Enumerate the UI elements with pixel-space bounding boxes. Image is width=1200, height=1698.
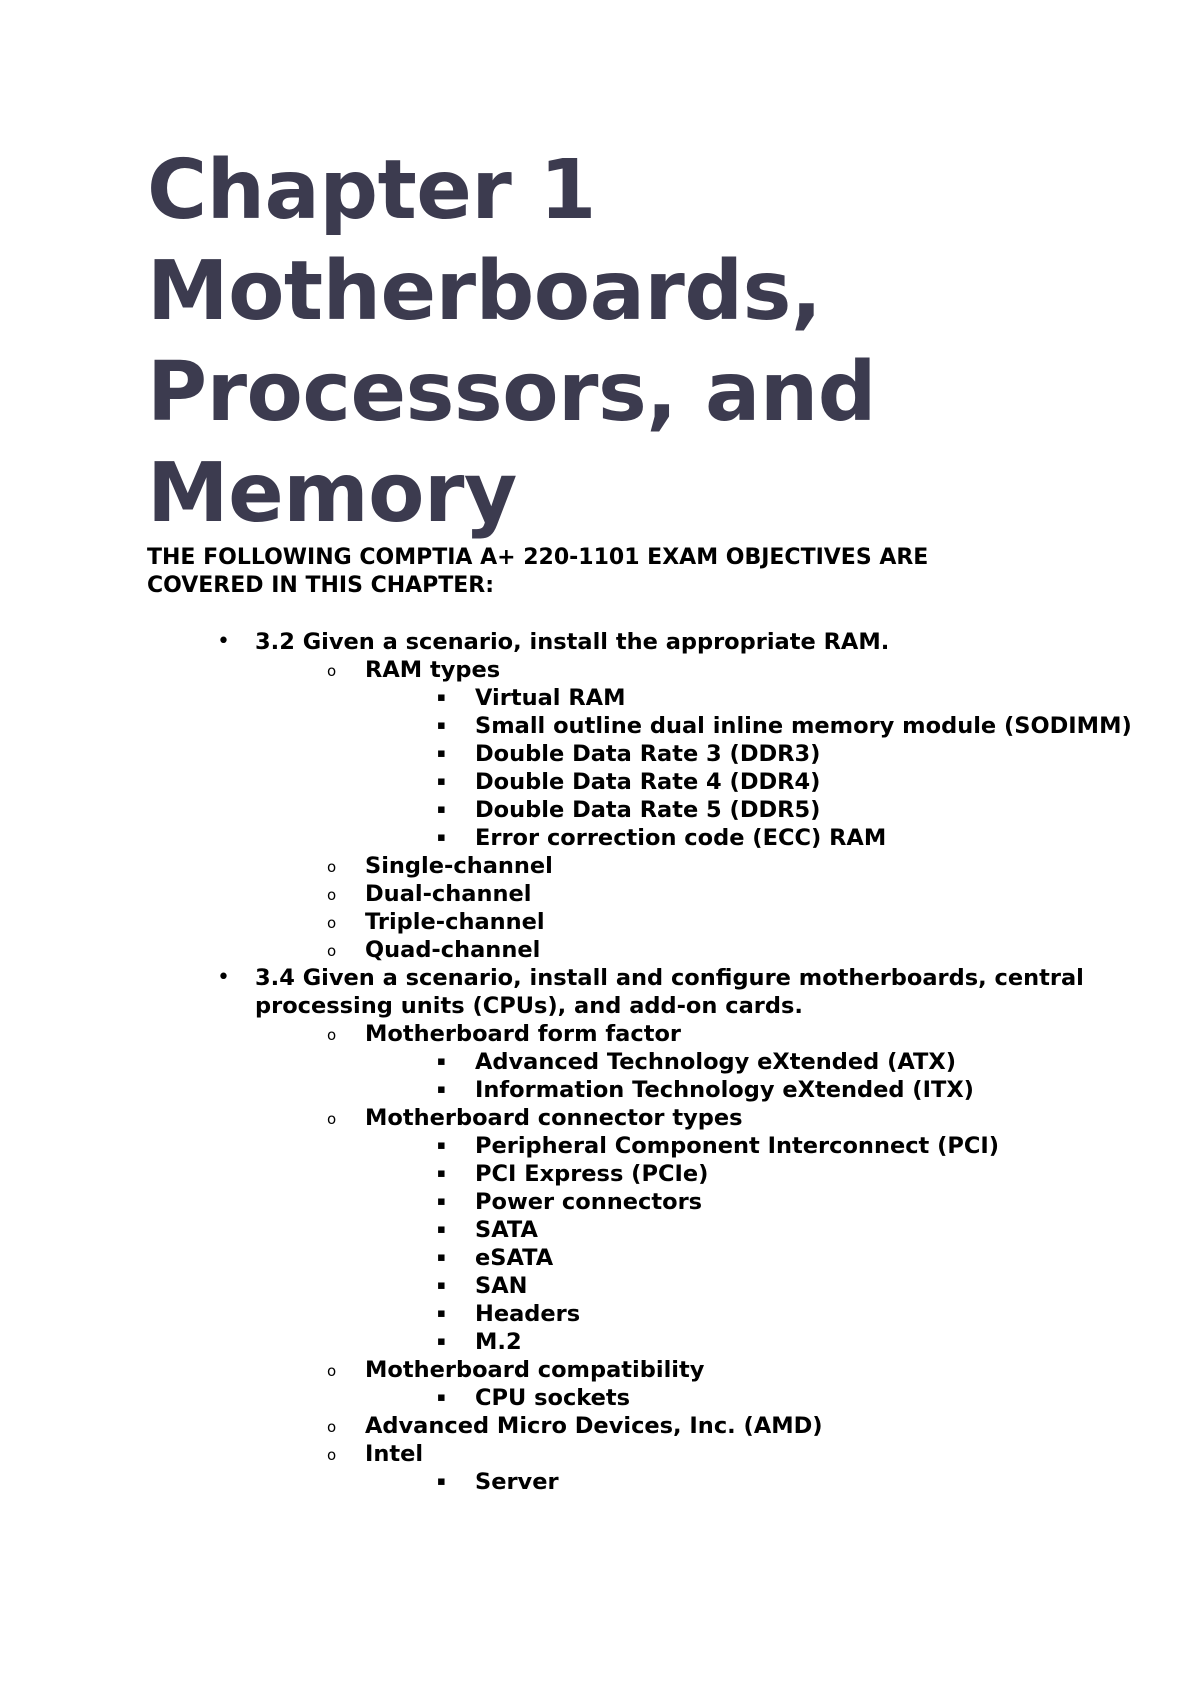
objective-subitem [147,1412,1087,1440]
circle-bullet-icon: o [327,858,337,876]
square-bullet-icon: ▪ [437,690,446,705]
item-text: Headers [475,1301,581,1327]
square-bullet-icon: ▪ [437,1222,446,1237]
objective-detail-item [147,1048,1087,1076]
bullet-icon: • [217,629,230,654]
item-text: 3.4 Given a scenario, install and configure motherboards, central processing units (CPUs), and add-on cards. [255,965,1084,1019]
item-text: 3.2 Given a scenario, install the appropriate RAM. [255,629,890,655]
circle-bullet-icon: o [327,1446,337,1464]
square-bullet-icon: ▪ [437,1138,446,1153]
item-text: Information Technology eXtended (ITX) [475,1077,974,1103]
square-bullet-icon: ▪ [437,1334,446,1349]
chapter-title-line: Memory [147,446,517,541]
circle-bullet-icon: o [327,1418,337,1436]
objective-detail-item [147,1216,1087,1244]
objective-detail-item [147,1328,1087,1356]
item-text: Double Data Rate 3 (DDR3) [475,741,821,767]
item-text: Intel [365,1441,424,1467]
square-bullet-icon: ▪ [437,830,446,845]
chapter-title-line: Processors, and [147,345,876,440]
objective-detail-item [147,1244,1087,1272]
square-bullet-icon: ▪ [437,1474,446,1489]
item-text: PCI Express (PCIe) [475,1161,709,1187]
objective-subitem [147,656,1087,684]
circle-bullet-icon: o [327,1110,337,1128]
objective-subitem [147,880,1087,908]
objective-detail-item [147,1300,1087,1328]
square-bullet-icon: ▪ [437,718,446,733]
objective-subitem [147,908,1087,936]
square-bullet-icon: ▪ [437,746,446,761]
objective-subitem [147,1020,1087,1048]
objective-item [147,964,1095,1020]
item-text: eSATA [475,1245,554,1271]
objective-detail-item [147,1076,1087,1104]
chapter-title [147,140,1087,544]
objective-detail-item [147,1160,1087,1188]
item-text: Power connectors [475,1189,703,1215]
square-bullet-icon: ▪ [437,1166,446,1181]
objective-detail-item [147,740,1087,768]
objective-subitem [147,852,1087,880]
objective-subitem [147,1356,1087,1384]
objectives-list [147,628,1132,1496]
square-bullet-icon: ▪ [437,1278,446,1293]
item-text: Triple-channel [365,909,545,935]
item-text: CPU sockets [475,1385,631,1411]
item-text: Error correction code (ECC) RAM [475,825,887,851]
item-text: Dual-channel [365,881,532,907]
chapter-title-line: Motherboards, [147,244,822,339]
objective-detail-item [147,684,1087,712]
square-bullet-icon: ▪ [437,802,446,817]
item-text: Advanced Technology eXtended (ATX) [475,1049,957,1075]
item-text: Motherboard form factor [365,1021,681,1047]
item-text: SATA [475,1217,538,1243]
objective-detail-item [147,1468,1087,1496]
circle-bullet-icon: o [327,662,337,680]
item-text: Quad-channel [365,937,541,963]
circle-bullet-icon: o [327,1362,337,1380]
circle-bullet-icon: o [327,1026,337,1044]
item-text: Advanced Micro Devices, Inc. (AMD) [365,1413,823,1439]
square-bullet-icon: ▪ [437,1306,446,1321]
item-text: Double Data Rate 4 (DDR4) [475,769,821,795]
objective-detail-item [147,796,1087,824]
objective-detail-item [147,1384,1087,1412]
objective-detail-item [147,1272,1087,1300]
circle-bullet-icon: o [327,914,337,932]
chapter-title-line: Chapter 1 [147,143,596,238]
objective-detail-item [147,1188,1087,1216]
square-bullet-icon: ▪ [437,774,446,789]
objective-item [147,628,1087,656]
circle-bullet-icon: o [327,942,337,960]
square-bullet-icon: ▪ [437,1194,446,1209]
square-bullet-icon: ▪ [437,1250,446,1265]
document-page [147,140,1132,1496]
item-text: Motherboard connector types [365,1105,743,1131]
objective-detail-item [147,712,1132,740]
item-text: Single-channel [365,853,553,879]
objective-detail-item [147,768,1087,796]
circle-bullet-icon: o [327,886,337,904]
item-text: Double Data Rate 5 (DDR5) [475,797,821,823]
item-text: Peripheral Component Interconnect (PCI) [475,1133,1000,1159]
item-text: SAN [475,1273,528,1299]
objective-detail-item [147,824,1087,852]
item-text: Virtual RAM [475,685,626,711]
item-text: M.2 [475,1329,522,1355]
item-text: RAM types [365,657,501,683]
square-bullet-icon: ▪ [437,1082,446,1097]
item-text: Server [475,1469,559,1495]
square-bullet-icon: ▪ [437,1390,446,1405]
objective-subitem [147,1440,1087,1468]
objective-detail-item [147,1132,1087,1160]
objective-subitem [147,1104,1087,1132]
item-text: Small outline dual inline memory module (SODIMM) [475,713,1132,739]
item-text: Motherboard compatibility [365,1357,705,1383]
bullet-icon: • [217,965,230,990]
objective-subitem [147,936,1087,964]
objectives-heading: THE FOLLOWING COMPTIA A+ 220-1101 EXAM OBJECTIVES ARE COVERED IN THIS CHAPTER: [147,545,929,598]
square-bullet-icon: ▪ [437,1054,446,1069]
